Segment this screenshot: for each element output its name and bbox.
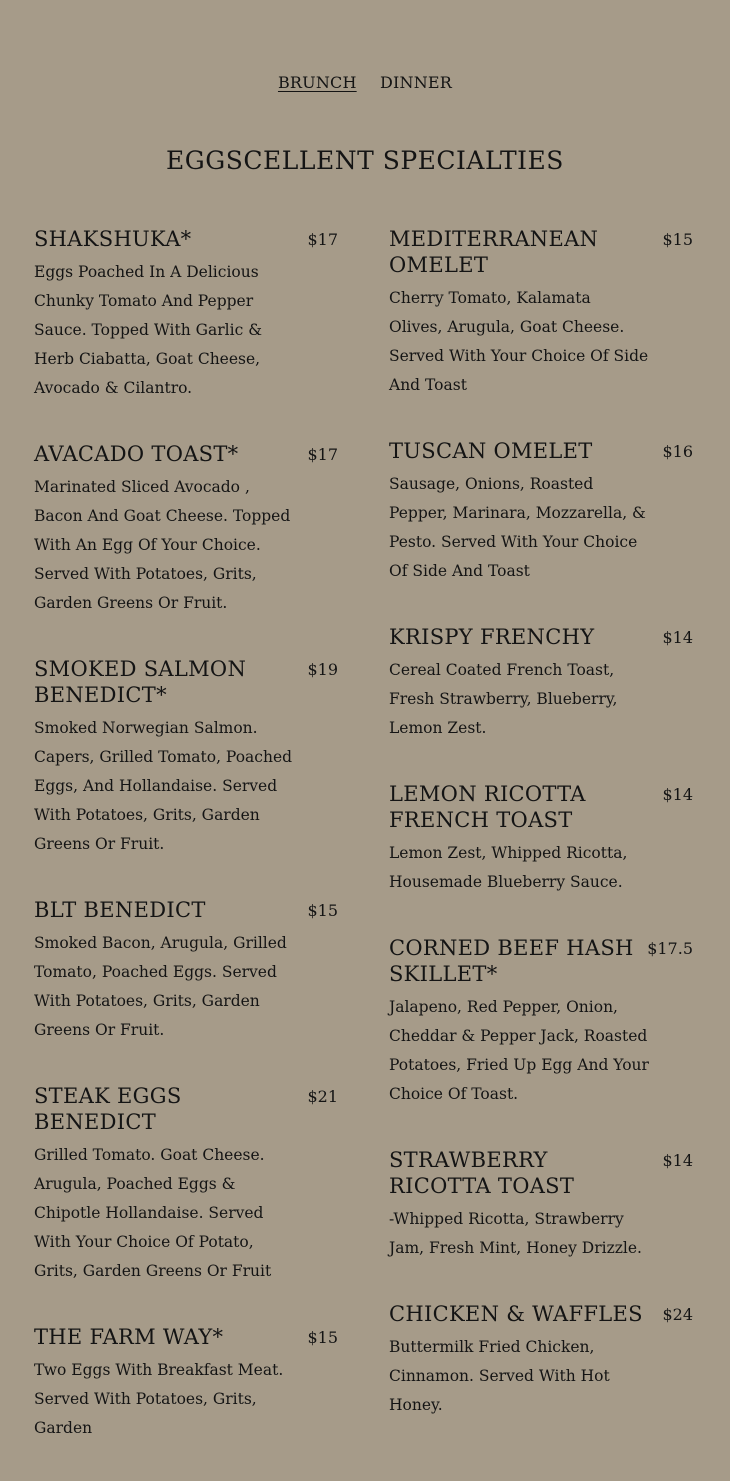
item-name: SMOKED SALMON BENEDICT* [34, 657, 247, 707]
item-description: Sausage, Onions, Roasted Pepper, Marinara, Mozzarella, & Pesto. Served With Your Choice Of Side And Toast [389, 475, 646, 580]
item-name: THE FARM WAY* [34, 1325, 224, 1349]
item-name: CORNED BEEF HASH SKILLET* [389, 936, 634, 986]
item-name: LEMON RICOTTA FRENCH TOAST [389, 782, 586, 832]
menu-item [389, 781, 696, 897]
menu-item [389, 226, 696, 400]
item-price: $15 [662, 230, 693, 249]
tab-dinner[interactable]: DINNER [379, 73, 453, 92]
item-description: Smoked Norwegian Salmon. Capers, Grilled Tomato, Poached Eggs, And Hollandaise. Served With Potatoes, Grits, Garden Greens Or Fruit. [34, 719, 293, 853]
item-description: Grilled Tomato. Goat Cheese. Arugula, Poached Eggs & Chipotle Hollandaise. Served With Your Choice Of Potato, Grits, Garden Greens Or Fruit [34, 1146, 272, 1280]
item-description: Eggs Poached In A Delicious Chunky Tomato And Pepper Sauce. Topped With Garlic & Herb Ciabatta, Goat Cheese, Avocado & Cilantro. [34, 263, 262, 397]
item-price: $21 [307, 1087, 338, 1106]
menu-item [389, 935, 696, 1109]
item-description: Buttermilk Fried Chicken, Cinnamon. Served With Hot Honey. [389, 1338, 610, 1414]
item-description: Marinated Sliced Avocado , Bacon And Goat Cheese. Topped With An Egg Of Your Choice. Served With Potatoes, Grits, Garden Greens Or Fruit. [34, 478, 291, 612]
item-description: Jalapeno, Red Pepper, Onion, Cheddar & Pepper Jack, Roasted Potatoes, Fried Up Egg And Your Choice Of Toast. [389, 998, 649, 1103]
menu-column-right [389, 226, 696, 1458]
menu-item [389, 438, 696, 586]
menu-item [34, 1324, 341, 1443]
menu-column-left [34, 226, 341, 1481]
item-name: STEAK EGGS BENEDICT [34, 1084, 182, 1134]
item-price: $17 [307, 230, 338, 249]
item-price: $14 [662, 785, 693, 804]
item-price: $19 [307, 660, 338, 679]
item-description: Lemon Zest, Whipped Ricotta, Housemade Blueberry Sauce. [389, 844, 628, 891]
item-name: SHAKSHUKA* [34, 227, 192, 251]
menu-item [389, 1301, 696, 1420]
item-description: Smoked Bacon, Arugula, Grilled Tomato, Poached Eggs. Served With Potatoes, Grits, Garden Greens Or Fruit. [34, 934, 287, 1039]
menu-tabs [0, 73, 730, 92]
item-name: KRISPY FRENCHY [389, 625, 595, 649]
item-price: $17.5 [647, 939, 693, 958]
item-description: Two Eggs With Breakfast Meat. Served With Potatoes, Grits, Garden [34, 1361, 284, 1437]
menu-item [34, 226, 341, 403]
section-title: EGGSCELLENT SPECIALTIES [166, 146, 564, 175]
item-price: $14 [662, 628, 693, 647]
item-name: TUSCAN OMELET [389, 439, 593, 463]
item-price: $24 [662, 1305, 693, 1324]
menu-item [389, 1147, 696, 1263]
item-name: CHICKEN & WAFFLES [389, 1302, 643, 1326]
menu-item [389, 624, 696, 743]
menu-item [34, 1083, 341, 1286]
item-name: MEDITERRANEAN OMELET [389, 227, 599, 277]
item-description: Cherry Tomato, Kalamata Olives, Arugula, Goat Cheese. Served With Your Choice Of Side And Toast [389, 289, 649, 394]
item-price: $15 [307, 901, 338, 920]
menu-item [34, 897, 341, 1045]
item-name: AVACADO TOAST* [34, 442, 239, 466]
item-name: BLT BENEDICT [34, 898, 206, 922]
item-price: $16 [662, 442, 693, 461]
tab-brunch[interactable]: BRUNCH [277, 73, 357, 92]
item-description: -Whipped Ricotta, Strawberry Jam, Fresh Mint, Honey Drizzle. [389, 1210, 642, 1257]
item-price: $14 [662, 1151, 693, 1170]
item-price: $17 [307, 445, 338, 464]
menu-item [34, 656, 341, 859]
item-price: $15 [307, 1328, 338, 1347]
item-description: Cereal Coated French Toast, Fresh Strawberry, Blueberry, Lemon Zest. [389, 661, 618, 737]
menu-item [34, 441, 341, 618]
item-name: STRAWBERRY RICOTTA TOAST [389, 1148, 575, 1198]
